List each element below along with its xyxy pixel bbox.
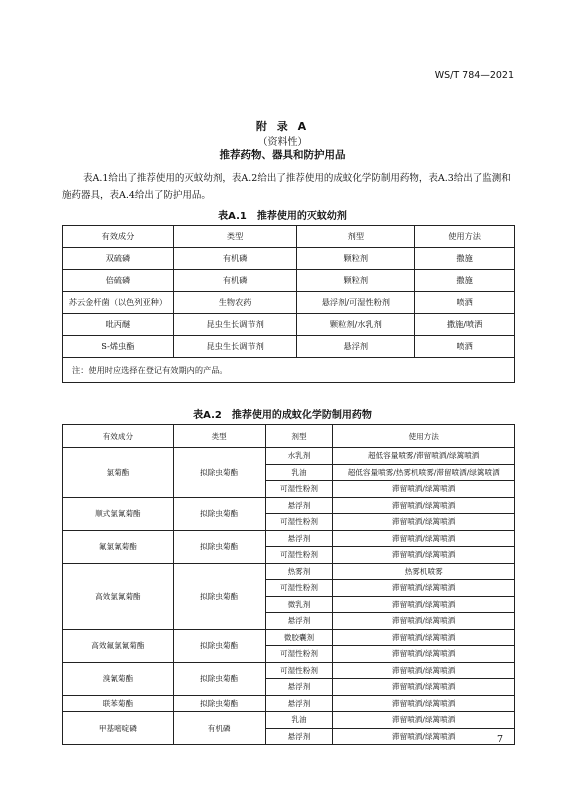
standard-number: WS/T 784—2021 [434, 70, 514, 81]
appendix-title: 附 录 A [255, 120, 310, 133]
table1-header-cell: 有效成分 [63, 226, 174, 248]
usage-cell: 滞留喷洒/绿篱喷洒 [333, 613, 515, 630]
usage-cell: 超低容量喷雾/滞留喷洒/绿篱喷洒 [333, 448, 515, 465]
table-cell: 吡丙醚 [63, 314, 174, 336]
table-cell: 喷洒 [415, 336, 515, 358]
usage-cell: 热雾机喷雾 [333, 563, 515, 580]
table-cell: 颗粒剂/水乳剂 [297, 314, 415, 336]
usage-cell: 滞留喷洒/绿篱喷洒 [333, 695, 515, 712]
table-row [63, 712, 515, 729]
table1 [62, 225, 515, 383]
usage-cell: 滞留喷洒/绿篱喷洒 [333, 646, 515, 663]
table-row [63, 248, 515, 270]
table1-caption: 表A.1 推荐使用的灭蚊幼剂 [218, 211, 347, 222]
type-cell: 拟除虫菊酯 [173, 563, 265, 629]
table-row [63, 629, 515, 646]
table-note-row [63, 358, 515, 383]
table-cell: 有机磷 [173, 270, 297, 292]
ingredient-cell: 氟氯氰菊酯 [63, 530, 174, 563]
ingredient-cell: 高效氟氯氰菊酯 [63, 629, 174, 662]
table-cell: 昆虫生长调节剂 [173, 336, 297, 358]
formulation-cell: 可湿性粉剂 [265, 481, 333, 498]
usage-cell: 滞留喷洒/绿篱喷洒 [333, 547, 515, 564]
formulation-cell: 乳油 [265, 464, 333, 481]
usage-cell: 超低容量喷雾/热雾机喷雾/滞留喷洒/绿篱喷洒 [333, 464, 515, 481]
table-row [63, 336, 515, 358]
formulation-cell: 乳油 [265, 712, 333, 729]
table-cell: 撒施 [415, 248, 515, 270]
table1-header-cell: 使用方法 [415, 226, 515, 248]
type-cell: 拟除虫菊酯 [173, 448, 265, 498]
ingredient-cell: 顺式氯氰菊酯 [63, 497, 174, 530]
table-cell: 撒施/喷洒 [415, 314, 515, 336]
usage-cell: 滞留喷洒/绿篱喷洒 [333, 629, 515, 646]
table-row [63, 292, 515, 314]
appendix-subtitle: 推荐药物、器具和防护用品 [219, 149, 346, 161]
formulation-cell: 可湿性粉剂 [265, 662, 333, 679]
usage-cell: 滞留喷洒/绿篱喷洒 [333, 712, 515, 729]
ingredient-cell: 溴氰菊酯 [63, 662, 174, 695]
table-row [63, 448, 515, 465]
table-row [63, 497, 515, 514]
type-cell: 拟除虫菊酯 [173, 629, 265, 662]
table1-header-row [63, 226, 515, 248]
table-cell: 生物农药 [173, 292, 297, 314]
table-row [63, 563, 515, 580]
type-cell: 拟除虫菊酯 [173, 662, 265, 695]
table-note: 注：使用时应选择在登记有效期内的产品。 [63, 358, 515, 383]
table2 [62, 424, 515, 745]
table2-header-cell: 有效成分 [63, 425, 174, 448]
usage-cell: 滞留喷洒/绿篱喷洒 [333, 662, 515, 679]
table2-header-row [63, 425, 515, 448]
type-cell: 拟除虫菊酯 [173, 497, 265, 530]
formulation-cell: 悬浮剂 [265, 728, 333, 745]
table-row [63, 695, 515, 712]
type-cell: 拟除虫菊酯 [173, 530, 265, 563]
usage-cell: 滞留喷洒/绿篱喷洒 [333, 580, 515, 597]
type-cell: 拟除虫菊酯 [173, 695, 265, 712]
usage-cell: 滞留喷洒/绿篱喷洒 [333, 728, 515, 745]
formulation-cell: 悬浮剂 [265, 497, 333, 514]
table-cell: 倍硫磷 [63, 270, 174, 292]
table-cell: 悬浮剂 [297, 336, 415, 358]
usage-cell: 滞留喷洒/绿篱喷洒 [333, 514, 515, 531]
formulation-cell: 悬浮剂 [265, 530, 333, 547]
table-cell: 有机磷 [173, 248, 297, 270]
formulation-cell: 可湿性粉剂 [265, 580, 333, 597]
table-cell: S-烯虫酯 [63, 336, 174, 358]
formulation-cell: 热雾剂 [265, 563, 333, 580]
table-cell: 苏云金杆菌（以色列亚种） [63, 292, 174, 314]
ingredient-cell: 氯菊酯 [63, 448, 174, 498]
table-row [63, 270, 515, 292]
table-row [63, 530, 515, 547]
table-row [63, 314, 515, 336]
formulation-cell: 水乳剂 [265, 448, 333, 465]
usage-cell: 滞留喷洒/绿篱喷洒 [333, 530, 515, 547]
formulation-cell: 可湿性粉剂 [265, 514, 333, 531]
page-number: 7 [496, 734, 503, 745]
usage-cell: 滞留喷洒/绿篱喷洒 [333, 679, 515, 696]
type-cell: 有机磷 [173, 712, 265, 745]
table2-caption: 表A.2 推荐使用的成蚊化学防制用药物 [193, 410, 372, 421]
usage-cell: 滞留喷洒/绿篱喷洒 [333, 596, 515, 613]
intro-paragraph: 表A.1给出了推荐使用的灭蚊幼剂，表A.2给出了推荐使用的成蚊化学防制用药物，表A.3给出了监测和施药器具，表A.4给出了防护用品。 [62, 173, 511, 201]
ingredient-cell: 高效氯氰菊酯 [63, 563, 174, 629]
formulation-cell: 微乳剂 [265, 596, 333, 613]
table-cell: 撒施 [415, 270, 515, 292]
table2-header-cell: 剂型 [265, 425, 333, 448]
formulation-cell: 微胶囊剂 [265, 629, 333, 646]
ingredient-cell: 联苯菊酯 [63, 695, 174, 712]
table-cell: 昆虫生长调节剂 [173, 314, 297, 336]
formulation-cell: 悬浮剂 [265, 679, 333, 696]
table2-header-cell: 使用方法 [333, 425, 515, 448]
formulation-cell: 悬浮剂 [265, 613, 333, 630]
formulation-cell: 悬浮剂 [265, 695, 333, 712]
formulation-cell: 可湿性粉剂 [265, 646, 333, 663]
table1-header-cell: 剂型 [297, 226, 415, 248]
usage-cell: 滞留喷洒/绿篱喷洒 [333, 481, 515, 498]
table-cell: 喷洒 [415, 292, 515, 314]
table-row [63, 662, 515, 679]
usage-cell: 滞留喷洒/绿篱喷洒 [333, 497, 515, 514]
table-cell: 悬浮剂/可湿性粉剂 [297, 292, 415, 314]
table2-header-cell: 类型 [173, 425, 265, 448]
table1-header-cell: 类型 [173, 226, 297, 248]
table-cell: 颗粒剂 [297, 248, 415, 270]
ingredient-cell: 甲基嘧啶磷 [63, 712, 174, 745]
table-cell: 双硫磷 [63, 248, 174, 270]
appendix-nature: （资料性） [257, 137, 308, 148]
table-cell: 颗粒剂 [297, 270, 415, 292]
formulation-cell: 可湿性粉剂 [265, 547, 333, 564]
